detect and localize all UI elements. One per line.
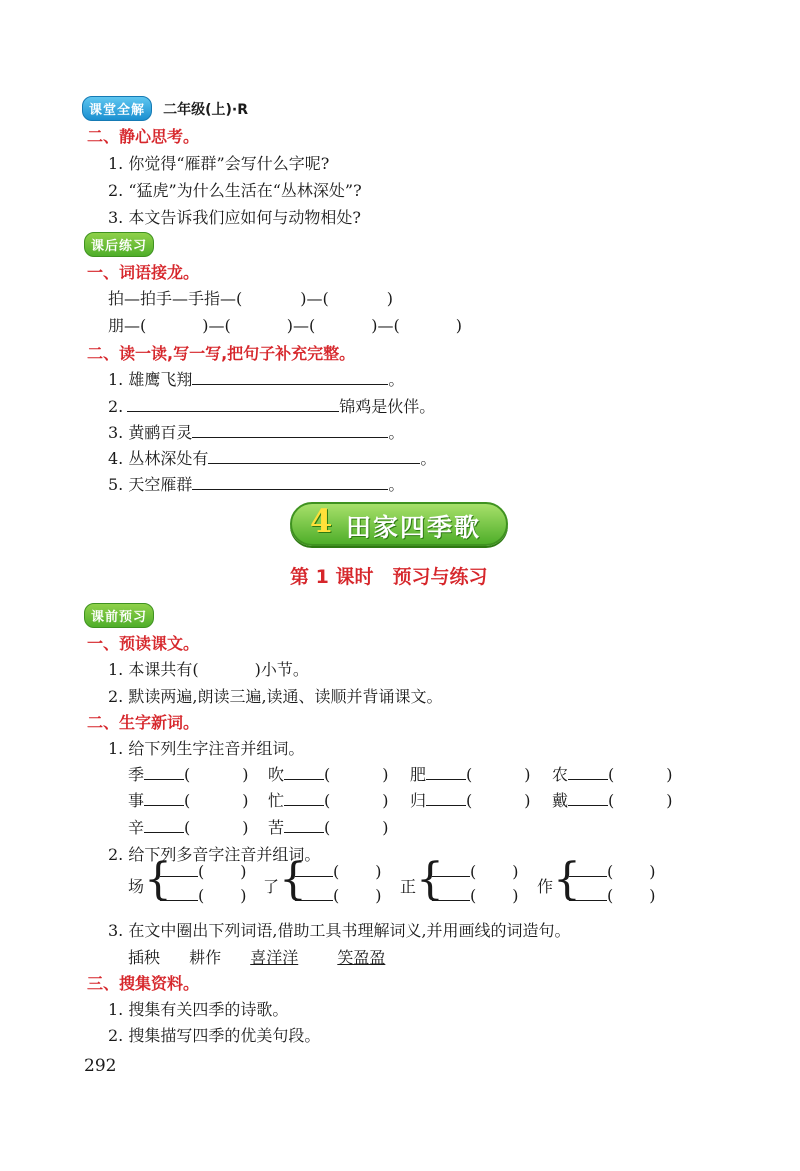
- page-header: [82, 96, 248, 121]
- pinyin-blank[interactable]: [426, 791, 466, 806]
- lesson-title: 田家四季歌: [346, 513, 482, 542]
- pinyin-blank[interactable]: [284, 765, 324, 780]
- grade-label: 二年级(上)·R: [163, 102, 249, 118]
- word-1: 插秧: [128, 948, 161, 967]
- answer-line[interactable]: [192, 370, 388, 385]
- section-title-chars: 二、生字新词。: [87, 713, 200, 732]
- polyphonic-char: 场: [128, 877, 145, 896]
- paren-close: ): [649, 862, 656, 881]
- read-item-5: [108, 472, 404, 495]
- collect-item-1: 1. 搜集有关四季的诗歌。: [108, 1000, 289, 1019]
- read-item-text: 4. 丛林深处有: [108, 449, 209, 468]
- pinyin-blank[interactable]: [144, 818, 184, 833]
- char-cell: [410, 788, 531, 811]
- polyphonic-char: 作: [537, 877, 554, 896]
- char-cell: [410, 762, 531, 785]
- preview-item-2: 2. 默读两遍,朗读三遍,读通、读顺并背诵课文。: [108, 687, 443, 706]
- pinyin-blank[interactable]: [284, 818, 324, 833]
- pinyin-blank[interactable]: [144, 765, 184, 780]
- chain-line1-prefix: 拍—拍手—手指—(: [108, 289, 243, 308]
- polyphonic-line: [432, 862, 519, 881]
- char-label: 忙: [268, 791, 285, 810]
- paren-close: ): [512, 862, 519, 881]
- paren-open: (: [198, 862, 205, 881]
- series-badge: 课堂全解: [82, 96, 152, 121]
- char-label: 季: [128, 765, 145, 784]
- word-4-underlined: 笑盈盈: [337, 948, 386, 967]
- think-question-3: 3. 本文告诉我们应如何与动物相处?: [108, 208, 361, 227]
- lesson-number: 4: [310, 502, 333, 540]
- word-2: 耕作: [189, 948, 222, 967]
- paren-close: ): [512, 886, 519, 905]
- read-item-end: 。: [388, 475, 405, 494]
- read-item-text: 5. 天空雁群: [108, 475, 193, 494]
- polyphonic-line: [160, 886, 247, 905]
- section-title-chain: 一、词语接龙。: [87, 263, 200, 282]
- pinyin-blank[interactable]: [144, 791, 184, 806]
- pinyin-blank[interactable]: [568, 765, 608, 780]
- char-cell: [128, 762, 249, 785]
- period-title: 第 1 课时 预习与练习: [290, 566, 488, 588]
- paren-close: ): [382, 791, 389, 810]
- brace-icon: {: [279, 854, 307, 905]
- chain-line2-mid: )—(: [286, 316, 316, 335]
- paren-open: (: [608, 791, 615, 810]
- read-item-text: 3. 黄鹂百灵: [108, 423, 193, 442]
- before-class-badge-wrap: [84, 603, 154, 628]
- char-cell: [268, 815, 389, 838]
- pinyin-blank[interactable]: [426, 765, 466, 780]
- polyphonic-line: [160, 862, 247, 881]
- paren-close: ): [524, 765, 531, 784]
- paren-open: (: [607, 886, 614, 905]
- paren-close: ): [666, 791, 673, 810]
- pinyin-blank[interactable]: [568, 791, 608, 806]
- read-item-2: [108, 394, 435, 417]
- paren-open: (: [466, 791, 473, 810]
- char-label: 肥: [410, 765, 427, 784]
- chars-sub-1: 1. 给下列生字注音并组词。: [108, 739, 305, 758]
- char-label: 归: [410, 791, 427, 810]
- chain-line-1: [108, 286, 393, 309]
- chain-line1-end: ): [386, 289, 393, 308]
- answer-line[interactable]: [192, 475, 388, 490]
- paren-open: (: [184, 765, 191, 784]
- pinyin-blank[interactable]: [295, 862, 333, 877]
- paren-close: ): [242, 791, 249, 810]
- pinyin-blank[interactable]: [432, 862, 470, 877]
- read-item-end: 。: [388, 370, 405, 389]
- preview-item1-prefix: 1. 本课共有(: [108, 660, 199, 679]
- paren-open: (: [198, 886, 205, 905]
- chain-line1-mid: )—(: [300, 289, 329, 308]
- page-number: 292: [84, 1056, 117, 1076]
- after-class-badge-wrap: [84, 232, 154, 257]
- char-label: 农: [552, 765, 569, 784]
- char-cell: [552, 762, 673, 785]
- answer-line[interactable]: [192, 423, 388, 438]
- char-label: 事: [128, 791, 145, 810]
- paren-close: ): [242, 765, 249, 784]
- paren-close: ): [240, 862, 247, 881]
- polyphonic-line: [432, 886, 519, 905]
- pinyin-blank[interactable]: [569, 862, 607, 877]
- chain-line2-end: ): [455, 316, 462, 335]
- word-3-underlined: 喜洋洋: [250, 948, 299, 967]
- pinyin-blank[interactable]: [160, 886, 198, 901]
- paren-close: ): [382, 765, 389, 784]
- chain-line2-mid: )—(: [202, 316, 231, 335]
- lesson-banner: [290, 502, 508, 546]
- before-class-badge: 课前预习: [84, 603, 154, 628]
- pinyin-blank[interactable]: [295, 886, 333, 901]
- answer-line[interactable]: [208, 449, 420, 464]
- preview-item1-suffix: )小节。: [254, 660, 309, 679]
- chars-sub-3: 3. 在文中圈出下列词语,借助工具书理解词义,并用画线的词造句。: [108, 921, 571, 940]
- read-item-end: 。: [420, 449, 437, 468]
- chars-sub-2: 2. 给下列多音字注音并组词。: [108, 845, 321, 864]
- paren-close: ): [242, 818, 249, 837]
- chain-line2-prefix: 朋—(: [108, 316, 147, 335]
- answer-line[interactable]: [127, 397, 339, 412]
- paren-open: (: [470, 886, 477, 905]
- read-item-4: [108, 446, 436, 469]
- chain-line2-mid: )—(: [371, 316, 400, 335]
- char-cell: [128, 788, 249, 811]
- polyphonic-char: 正: [400, 877, 417, 896]
- paren-open: (: [333, 886, 340, 905]
- paren-open: (: [608, 765, 615, 784]
- char-label: 辛: [128, 818, 145, 837]
- section-title-think: 二、静心思考。: [87, 127, 200, 146]
- char-label: 吹: [268, 765, 285, 784]
- think-question-1: 1. 你觉得“雁群”会写什么字呢?: [108, 154, 330, 173]
- chain-line-2: [108, 313, 462, 336]
- after-class-badge: 课后练习: [84, 232, 154, 257]
- paren-close: ): [375, 886, 382, 905]
- char-cell: [268, 762, 389, 785]
- char-label: 苦: [268, 818, 285, 837]
- char-cell: [268, 788, 389, 811]
- brace-icon: {: [416, 854, 444, 905]
- paren-close: ): [524, 791, 531, 810]
- polyphonic-line: [295, 886, 382, 905]
- paren-close: ): [382, 818, 389, 837]
- polyphonic-char: 了: [263, 877, 280, 896]
- char-cell: [552, 788, 673, 811]
- paren-close: ): [240, 886, 247, 905]
- section-title-preview: 一、预读课文。: [87, 634, 200, 653]
- read-item-3: [108, 420, 404, 443]
- brace-icon: {: [553, 854, 581, 905]
- read-item-end: 锦鸡是伙伴。: [339, 397, 436, 416]
- paren-close: ): [649, 886, 656, 905]
- brace-icon: {: [144, 854, 172, 905]
- think-question-2: 2. “猛虎”为什么生活在“丛林深处”?: [108, 181, 362, 200]
- read-item-1: [108, 367, 404, 390]
- pinyin-blank[interactable]: [160, 862, 198, 877]
- paren-open: (: [324, 765, 331, 784]
- preview-item-1: [108, 657, 309, 680]
- section-title-read: 二、读一读,写一写,把句子补充完整。: [87, 344, 356, 363]
- paren-close: ): [375, 862, 382, 881]
- collect-item-2: 2. 搜集描写四季的优美句段。: [108, 1026, 321, 1045]
- paren-open: (: [466, 765, 473, 784]
- paren-open: (: [607, 862, 614, 881]
- paren-open: (: [324, 818, 331, 837]
- read-item-end: 。: [388, 423, 405, 442]
- polyphonic-line: [569, 886, 656, 905]
- polyphonic-line: [569, 862, 656, 881]
- pinyin-blank[interactable]: [569, 886, 607, 901]
- word-list: [128, 945, 385, 968]
- paren-open: (: [184, 791, 191, 810]
- char-cell: [128, 815, 249, 838]
- paren-open: (: [333, 862, 340, 881]
- pinyin-blank[interactable]: [432, 886, 470, 901]
- paren-open: (: [470, 862, 477, 881]
- paren-open: (: [324, 791, 331, 810]
- polyphonic-line: [295, 862, 382, 881]
- pinyin-blank[interactable]: [284, 791, 324, 806]
- read-item-text: 2.: [108, 397, 124, 416]
- section-title-collect: 三、搜集资料。: [87, 974, 200, 993]
- paren-close: ): [666, 765, 673, 784]
- paren-open: (: [184, 818, 191, 837]
- char-label: 戴: [552, 791, 569, 810]
- read-item-text: 1. 雄鹰飞翔: [108, 370, 193, 389]
